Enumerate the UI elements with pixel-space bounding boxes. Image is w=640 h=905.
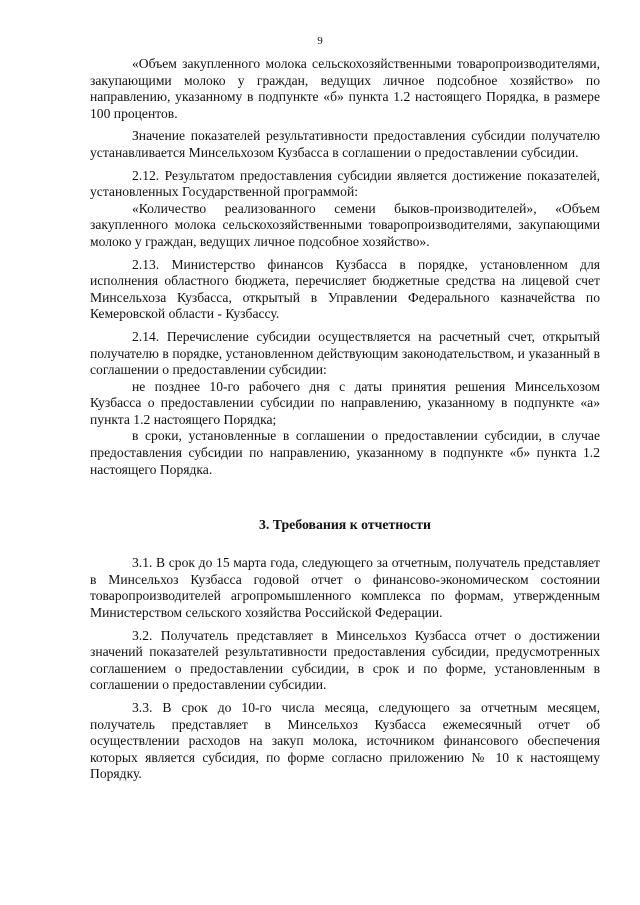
paragraph-3-1: 3.1. В срок до 15 марта года, следующего за отчетным, получатель представляет в Минсельхоз Кузбасса годовой отчет о финансово-экономическом состоянии товаропроизводителей агропромышленного комплекса по формам, утвержденным Министерством сельского хозяйства Российской Федерации. [90, 555, 600, 621]
paragraph-deadline-b: в сроки, установленные в соглашении о предоставлении субсидии, в случае предоставления субсидии по направлению, указанному в подпункте «б» пункта 1.2 настоящего Порядка. [90, 428, 600, 477]
page-number: 9 [317, 35, 323, 47]
paragraph-2-14: 2.14. Перечисление субсидии осуществляется на расчетный счет, открытый получателю в порядке, установленном действующим законодательством, и указанный в соглашении о предоставлении субсидии: [90, 328, 600, 378]
paragraph-2-13: 2.13. Министерство финансов Кузбасса в порядке, установленном для исполнения областного бюджета, перечисляет бюджетные средства на лицевой счет Минсельхоза Кузбасса, открытый в Управлении Федерального казначейства по Кемеровской области - Кузбассу. [90, 256, 600, 322]
paragraph-3-3: 3.3. В срок до 10-го числа месяца, следующего за отчетным месяцем, получатель представляет в Минсельхоз Кузбасса ежемесячный отчет об осуществлении расходов на закуп молока, источником финансового обеспечения которых является субсидия, по форме согласно приложению № 10 к настоящему Порядку. [90, 700, 600, 782]
paragraph-milk-volume-indicator: «Объем закупленного молока сельскохозяйственными товаропроизводителями, закупающими молоко у граждан, ведущих личное подсобное хозяйство» по направлению, указанному в подпункте «б» пункта 1.2 настоящего Порядка, в размере 100 процентов. [90, 56, 600, 121]
document-body [90, 56, 600, 783]
paragraph-indicators-list: «Количество реализованного семени быков-производителей», «Объем закупленного молока сельскохозяйственными товаропроизводителями, закупающими молоко у граждан, ведущих личное подсобное хозяйство». [90, 200, 600, 249]
paragraph-indicator-values: Значение показателей результативности предоставления субсидии получателю устанавливается Минсельхозом Кузбасса в соглашении о предоставлении субсидии. [90, 128, 600, 160]
paragraph-3-2: 3.2. Получатель представляет в Минсельхоз Кузбасса отчет о достижении значений показателей результативности предоставления субсидии, предусмотренных соглашением о предоставлении субсидии, в срок и по форме, установленным в соглашении о предоставлении субсидии. [90, 627, 600, 693]
paragraph-2-12: 2.12. Результатом предоставления субсидии является достижение показателей, установленных Государственной программой: [90, 167, 600, 200]
section-heading-reporting: 3. Требования к отчетности [259, 517, 431, 533]
paragraph-deadline-a: не позднее 10-го рабочего дня с даты принятия решения Минсельхозом Кузбасса о предоставлении субсидии по направлению, указанному в подпункте «а» пункта 1.2 настоящего Порядка; [90, 378, 600, 427]
